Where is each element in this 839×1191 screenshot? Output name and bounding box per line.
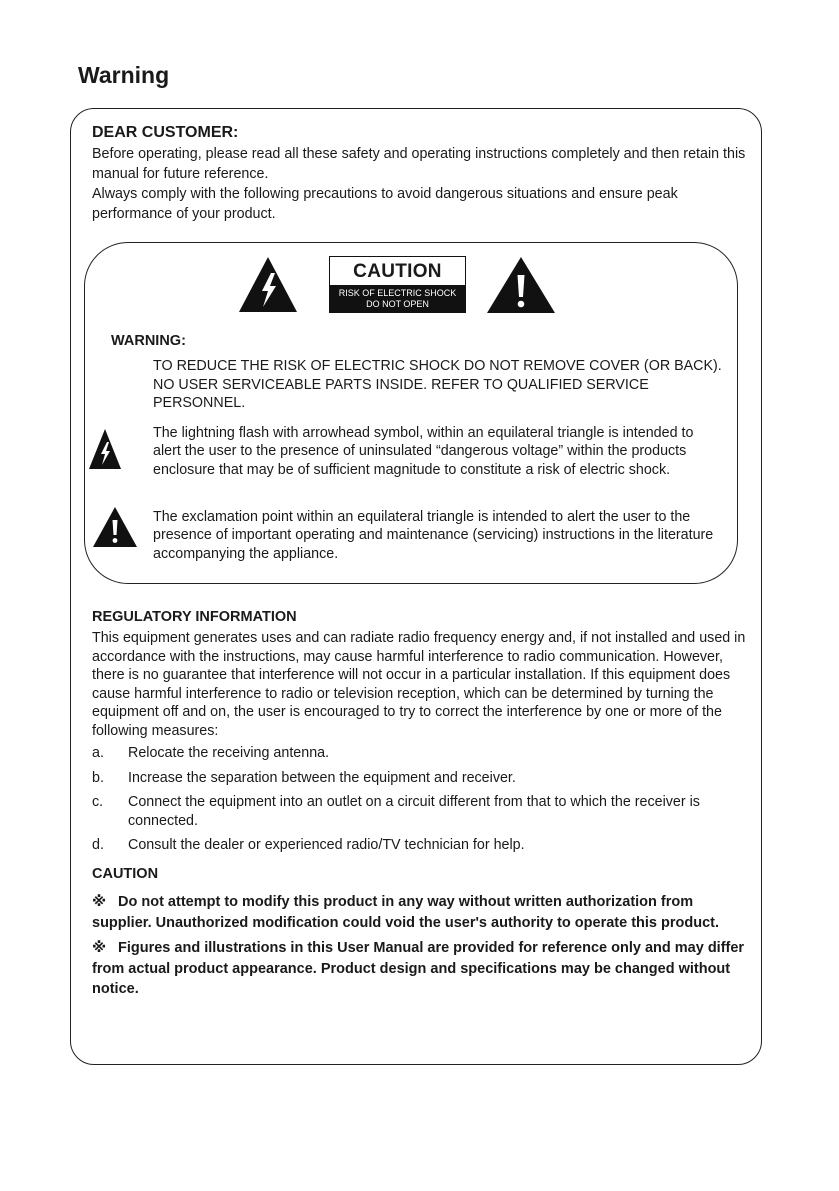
list-item-text: Consult the dealer or experienced radio/TV technician for help. xyxy=(128,837,525,853)
lightning-symbol-icon xyxy=(88,428,122,470)
caution-note-2-text: Figures and illustrations in this User Manual are provided for reference only and may differ from actual product appearance. Product design and specifications may be changed without notice. xyxy=(92,940,745,997)
lightning-symbol-description: The lightning flash with arrowhead symbol, within an equilateral triangle is intended to alert the user to the presence of uninsulated “dangerous voltage” within the products enclosure that may be of sufficient magnitude to constitute a risk of electric shock. xyxy=(153,425,694,478)
regulatory-body: This equipment generates uses and can radiate radio frequency energy and, if not installed and used in accordance with the instructions, may cause harmful interference to radio communication. However, there is no guarantee that interference will not occur in a particular installation. If this equipment does cause harmful interference to radio or television reception, which can be determined by turning the equipment off and on, the user is encouraged to try to correct the interference by one or more of the following measures: xyxy=(92,630,746,739)
list-marker: b. xyxy=(92,769,104,786)
list-item-text: Connect the equipment into an outlet on a circuit different from that to which the receiver is connected. xyxy=(128,794,700,829)
caution-label-band xyxy=(330,285,465,312)
caution-label-line-2: DO NOT OPEN xyxy=(366,298,429,309)
list-item-text: Increase the separation between the equipment and receiver. xyxy=(128,769,516,786)
intro-paragraph-2: Always comply with the following precautions to avoid dangerous situations and ensure peak performance of your product. xyxy=(92,186,678,222)
caution-section xyxy=(92,864,752,1005)
list-marker: a. xyxy=(92,745,104,761)
caution-label-title: CAUTION xyxy=(353,261,442,282)
regulatory-heading: REGULATORY INFORMATION xyxy=(92,609,297,625)
list-item-text: Relocate the receiving antenna. xyxy=(128,745,330,761)
caution-label xyxy=(329,256,466,313)
exclamation-symbol-icon xyxy=(92,506,138,548)
electric-shock-warning-icon xyxy=(238,256,298,313)
reference-mark-icon: ※ xyxy=(92,894,107,910)
warning-heading: WARNING: xyxy=(111,333,186,349)
reference-mark-icon: ※ xyxy=(92,940,107,956)
page-title: Warning xyxy=(78,62,170,88)
list-item xyxy=(92,836,752,855)
list-item xyxy=(92,793,752,830)
list-item xyxy=(92,744,752,763)
exclamation-warning-icon xyxy=(486,256,556,314)
list-item xyxy=(92,769,752,788)
list-marker: c. xyxy=(92,794,104,810)
caution-note-2 xyxy=(92,938,752,1000)
exclamation-symbol-description: The exclamation point within an equilateral triangle is intended to alert the user to the presence of important operating and maintenance (servicing) instructions in the literature accompanying the appliance. xyxy=(153,509,714,562)
warning-body: TO REDUCE THE RISK OF ELECTRIC SHOCK DO NOT REMOVE COVER (OR BACK). NO USER SERVICEABLE PARTS INSIDE. REFER TO QUALIFIED SERVICE PERSONNEL. xyxy=(153,358,722,411)
caution-heading: CAUTION xyxy=(92,866,159,882)
caution-note-1-text: Do not attempt to modify this product in any way without written authorization from supplier. Unauthorized modification could void the user's authority to operate this product. xyxy=(92,894,719,931)
regulatory-section xyxy=(92,607,752,861)
intro-paragraph-1: Before operating, please read all these safety and operating instructions completely and then retain this manual for future reference. xyxy=(92,146,746,182)
regulatory-measures-list xyxy=(92,744,752,855)
caution-label-line-1: RISK OF ELECTRIC SHOCK xyxy=(338,288,457,298)
dear-customer-heading: DEAR CUSTOMER: xyxy=(92,124,239,141)
caution-note-1 xyxy=(92,892,752,933)
dear-customer-section xyxy=(92,122,752,224)
list-marker: d. xyxy=(92,837,104,853)
